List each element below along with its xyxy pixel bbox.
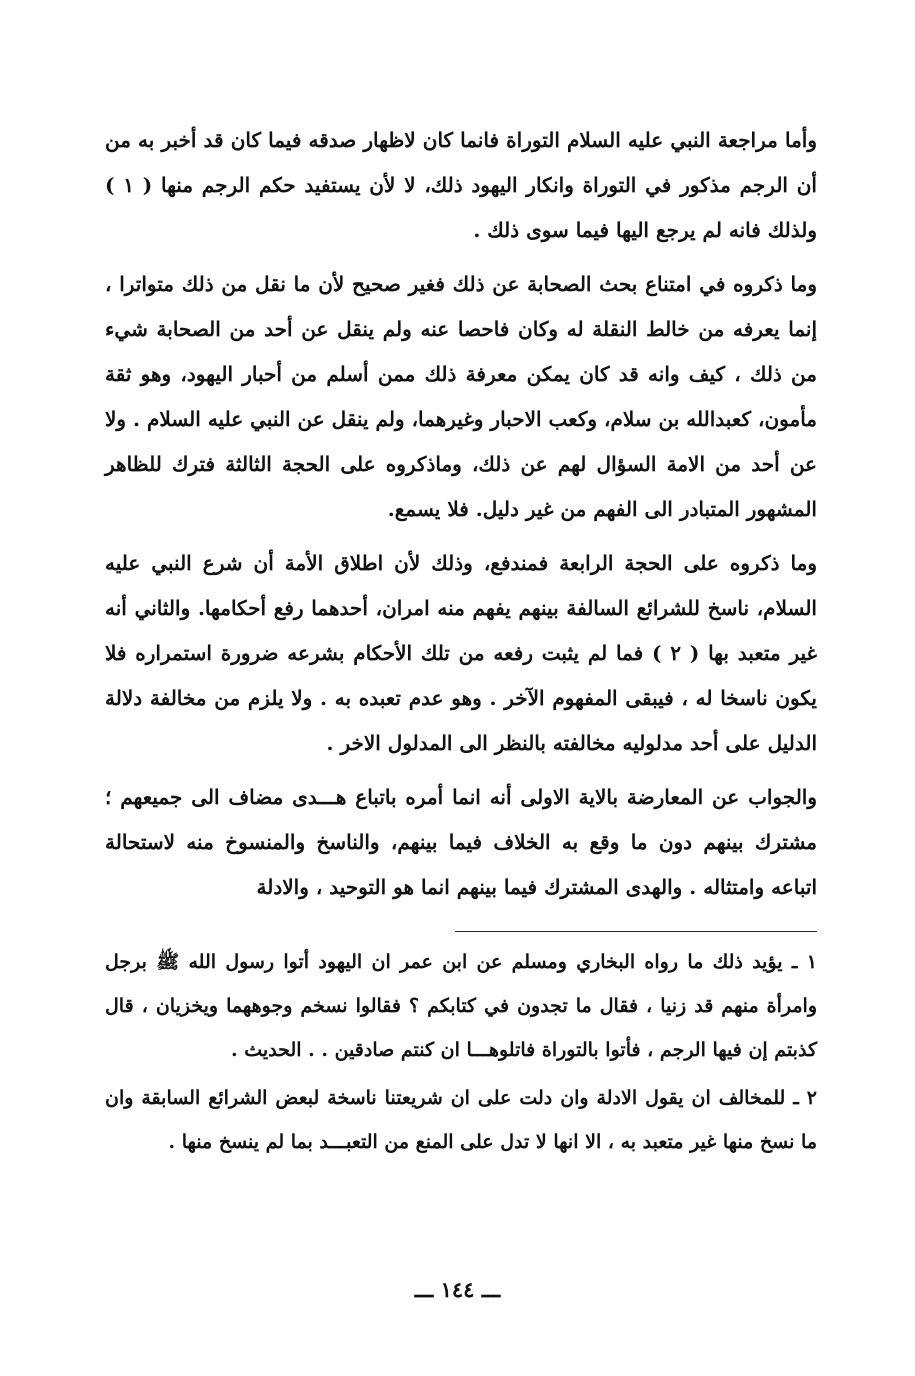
paragraph-4: والجواب عن المعارضة بالاية الاولى أنه انما أمره باتباع هـــدى مضاف الى جميعهم ؛ مشترك بينهم دون ما وقع به الخلاف فيما بينهم، والناسخ والمنسوخ منه لاستحالة اتباعه وامتثاله . والهدى المشترك فيما بينهم انما هو التوحيد ، والادلة bbox=[105, 785, 817, 899]
footnote-separator bbox=[455, 931, 817, 932]
paragraph-1: وأما مراجعة النبي عليه السلام التوراة فانما كان لاظهار صدقه فيما كان قد أخبر به من أن الرجم مذكور في التوراة وانكار اليهود ذلك، لا لأن يستفيد حكم الرجم منها ( ١ ) ولذلك فانه لم يرجع اليها فيما سوى ذلك . bbox=[105, 128, 817, 242]
paragraph-2: وما ذكروه في امتناع بحث الصحابة عن ذلك فغير صحيح لأن ما نقل من ذلك متواترا ، إنما يعرفه من خالط النقلة له وكان فاحصا عنه ولم ينقل عن أحد من الصحابة شيء من ذلك ، كيف وانه قد كان يمكن معرفة ذلك ممن أسلم من أحبار اليهود، وهو ثقة مأمون، كعبدالله بن سلام، وكعب الاحبار وغيرهما، ولم ينقل عن النبي عليه السلام . ولا عن أحد من الامة السؤال لهم عن ذلك، وماذكروه على الحجة الثالثة فترك للظاهر المشهور المتبادر الى الفهم من غير دليل. فلا يسمع. bbox=[105, 272, 817, 521]
footnotes bbox=[105, 940, 817, 1164]
main-text bbox=[105, 118, 817, 910]
footnote-1: ١ ـ يؤيد ذلك ما رواه البخاري ومسلم عن ابن عمر ان اليهود أتوا رسول الله ﷺ برجل وامرأة منهم قد زنيا ، فقال ما تجدون في كتابكم ؟ فقالوا نسخم وجوههما ويخزيان ، قال كذبتم إن فيها الرجم ، فأتوا بالتوراة فاتلوهـــا ان كنتم صادقين . . الحديث . bbox=[105, 951, 817, 1061]
page-number: ـــ ١٤٤ ـــ bbox=[414, 1277, 501, 1302]
footnote-2: ٢ ـ للمخالف ان يقول الادلة وان دلت على ان شريعتنا ناسخة لبعض الشرائع السابقة وان ما نسخ منها غير متعبد به ، الا انها لا تدل على المنع من التعبـــد بما لم ينسخ منها . bbox=[105, 1087, 817, 1153]
paragraph-3: وما ذكروه على الحجة الرابعة فمندفع، وذلك لأن اطلاق الأمة أن شرع النبي عليه السلام، ناسخ للشرائع السالفة بينهم يفهم منه امران، أحدهما رفع أحكامها. والثاني أنه غير متعبد بها ( ٢ ) فما لم يثبت رفعه من تلك الأحكام بشرعه ضرورة استمراره فلا يكون ناسخا له ، فيبقى المفهوم الآخر . وهو عدم تعبده به . ولا يلزم من مخالفة دلالة الدليل على أحد مدلوليه مخالفته بالنظر الى المدلول الاخر . bbox=[105, 551, 817, 755]
